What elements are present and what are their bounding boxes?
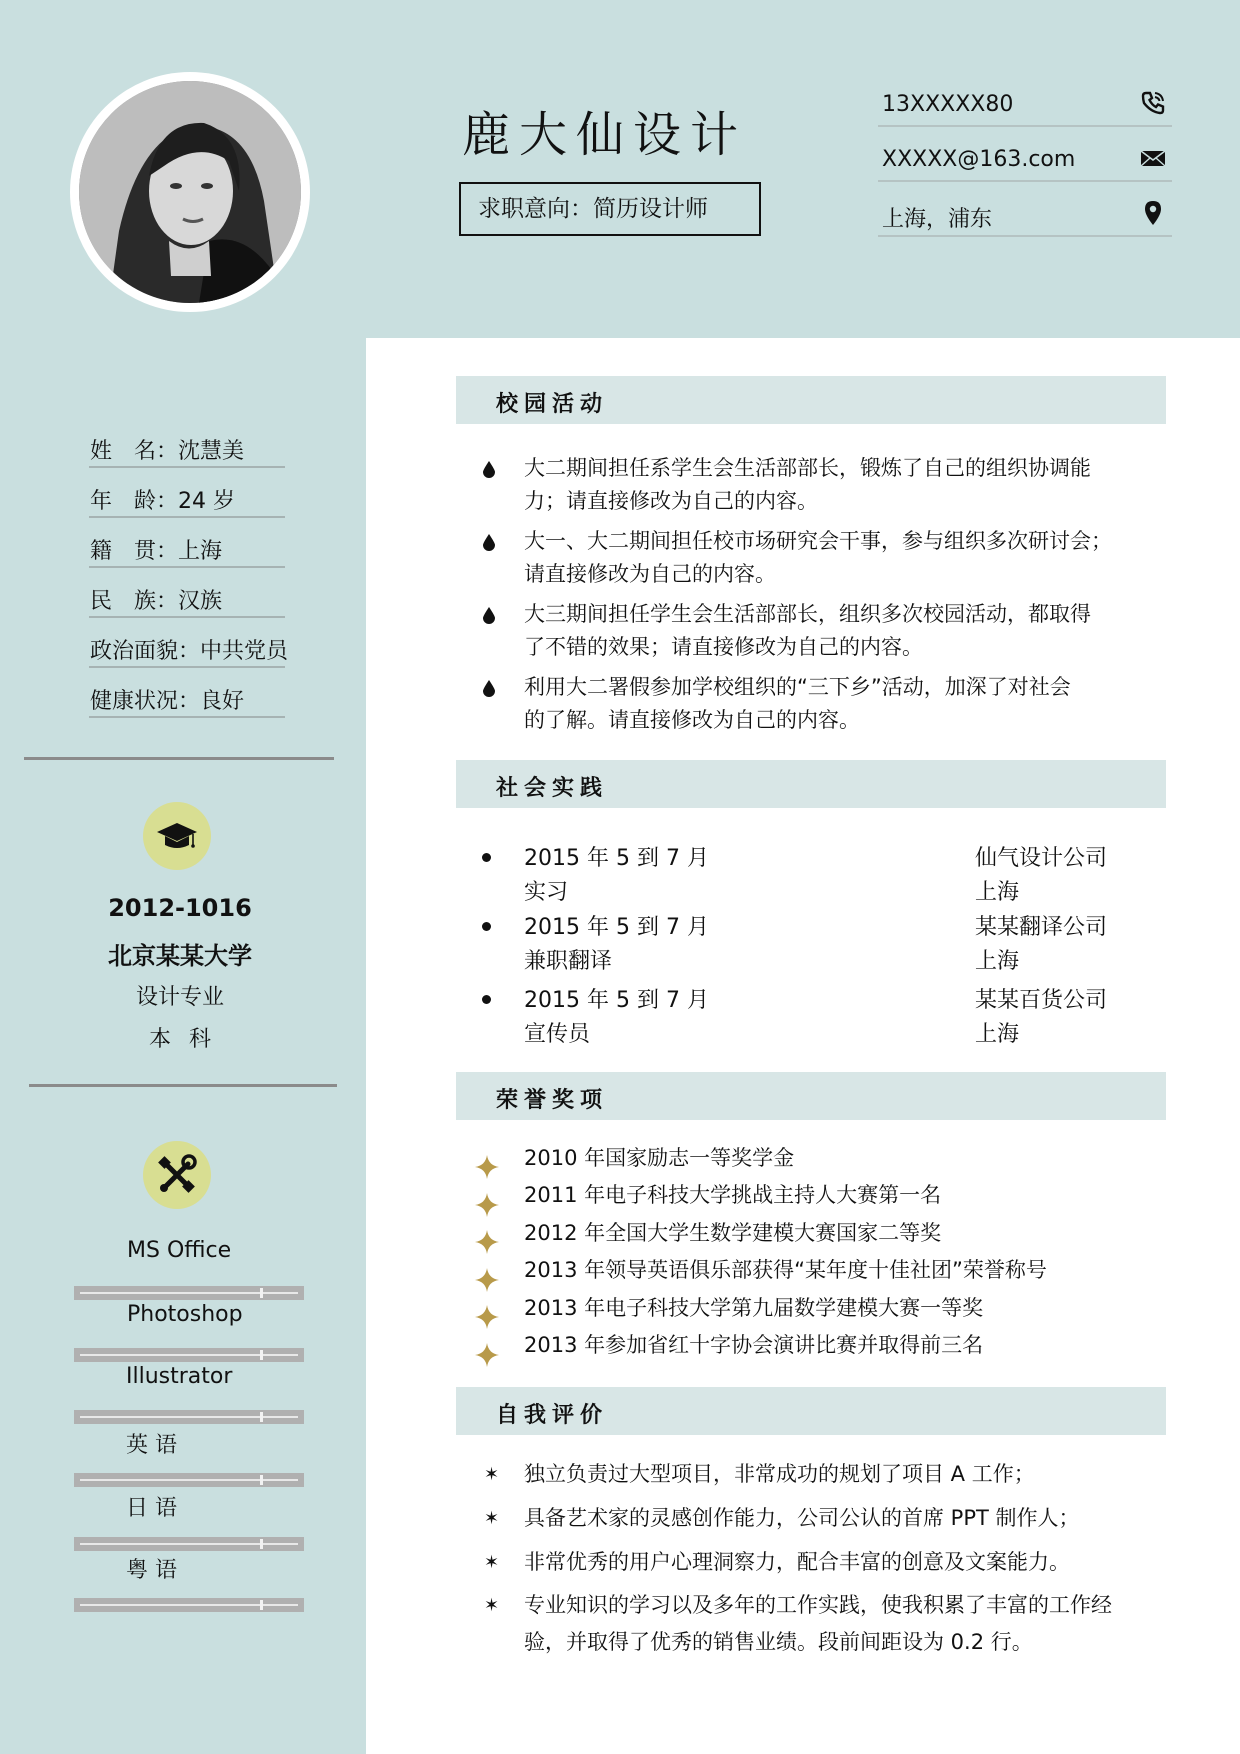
star-bullet-icon: [474, 1154, 500, 1180]
skill-bar: [74, 1598, 304, 1612]
education-school: 北京某某大学: [108, 942, 252, 970]
drop-bullet-icon: [482, 460, 496, 478]
sidebar-divider: [24, 757, 334, 760]
evaluation-star-bullet: ✶: [484, 1464, 500, 1485]
honor-item: 2013 年电子科技大学第九届数学建模大赛一等奖: [524, 1296, 984, 1320]
contact-email: [878, 127, 1172, 182]
practice-company: 某某翻译公司: [975, 915, 1108, 940]
skill-level-knob: [260, 1475, 263, 1485]
profile-age-row: [89, 468, 285, 518]
avatar-frame: [70, 72, 310, 312]
profile-politics-row: [89, 618, 289, 668]
skill-bar: [74, 1537, 304, 1551]
profile-ethnicity: 民 族：汉族: [90, 589, 223, 614]
tools-icon: [155, 1153, 199, 1197]
skill-level-knob: [260, 1288, 263, 1298]
activity-line: 请直接修改为自己的内容。: [524, 562, 776, 586]
section-evaluation-header: [456, 1387, 1166, 1435]
practice-bullet: [482, 853, 491, 862]
section-title: 校园活动: [496, 392, 609, 417]
profile-name: 姓 名：沈慧美: [90, 439, 245, 464]
section-practice-header: [456, 760, 1166, 808]
star-bullet-icon: [474, 1192, 500, 1218]
practice-city: 上海: [975, 880, 1020, 905]
sidebar-divider: [29, 1084, 337, 1087]
activity-line: 大三期间担任学生会生活部部长，组织多次校园活动，都取得: [524, 602, 1091, 626]
skill-bar: [74, 1286, 304, 1300]
evaluation-line: 具备艺术家的灵感创作能力，公司公认的首席 PPT 制作人；: [524, 1506, 1080, 1530]
profile-age: 年 龄：24 岁: [90, 489, 235, 514]
graduation-cap-icon: [155, 814, 199, 858]
education-years: 2012-1016: [108, 894, 252, 922]
practice-role: 兼职翻译: [524, 949, 613, 974]
header-band: [0, 0, 1240, 338]
skill-label: 英 语: [126, 1433, 177, 1458]
portrait-image: [79, 81, 301, 303]
evaluation-line: 非常优秀的用户心理洞察力，配合丰富的创意及文案能力。: [524, 1550, 1070, 1574]
profile-health: 健康状况：良好: [90, 689, 245, 714]
education-badge: [143, 802, 211, 870]
drop-bullet-icon: [482, 533, 496, 551]
activity-line: 的了解。请直接修改为自己的内容。: [524, 708, 860, 732]
evaluation-star-bullet: ✶: [484, 1595, 500, 1616]
skill-level-knob: [260, 1412, 263, 1422]
skill-label: Illustrator: [126, 1364, 233, 1389]
education-degree: 本科: [148, 1027, 229, 1052]
candidate-name: 鹿大仙设计: [462, 107, 748, 163]
section-title: 荣誉奖项: [496, 1088, 609, 1113]
skill-label: 粤 语: [126, 1558, 177, 1583]
practice-company: 某某百货公司: [975, 988, 1108, 1013]
honor-item: 2012 年全国大学生数学建模大赛国家二等奖: [524, 1221, 942, 1245]
skill-level-knob: [260, 1600, 263, 1610]
job-intent-box: 求职意向：简历设计师: [459, 182, 761, 236]
evaluation-item: [524, 1544, 1164, 1581]
section-activities-header: [456, 376, 1166, 424]
activity-line: 大二期间担任系学生会生活部部长，锻炼了自己的组织协调能: [524, 456, 1091, 480]
contact-location: [878, 182, 1172, 237]
skill-bar: [74, 1348, 304, 1362]
practice-role: 实习: [524, 880, 569, 905]
activity-line: 力；请直接修改为自己的内容。: [524, 489, 818, 513]
practice-company: 仙气设计公司: [975, 846, 1108, 871]
honor-item: 2010 年国家励志一等奖学金: [524, 1146, 795, 1170]
skills-badge: [143, 1141, 211, 1209]
evaluation-item: [524, 1500, 1164, 1537]
skill-label: MS Office: [127, 1238, 232, 1263]
location-pin-icon: [1140, 200, 1166, 226]
phone-number: 13XXXXX80: [882, 92, 1014, 117]
evaluation-item: [524, 1456, 1164, 1493]
skill-bar: [74, 1473, 304, 1487]
skill-level-knob: [260, 1539, 263, 1549]
profile-name-row: [89, 418, 285, 468]
practice-date: 2015 年 5 到 7 月: [524, 988, 709, 1013]
profile-hometown-row: [89, 518, 285, 568]
activity-line: 了不错的效果；请直接修改为自己的内容。: [524, 635, 923, 659]
drop-bullet-icon: [482, 679, 496, 697]
envelope-icon: [1140, 145, 1166, 171]
star-bullet-icon: [474, 1229, 500, 1255]
activity-line: 大一、大二期间担任校市场研究会干事，参与组织多次研讨会；: [524, 529, 1112, 553]
evaluation-line: 专业知识的学习以及多年的工作实践，使我积累了丰富的工作经: [524, 1593, 1112, 1617]
star-bullet-icon: [474, 1304, 500, 1330]
evaluation-line: 验，并取得了优秀的销售业绩。段前间距设为 0.2 行。: [524, 1630, 1033, 1654]
practice-date: 2015 年 5 到 7 月: [524, 915, 709, 940]
education-major: 设计专业: [135, 985, 224, 1010]
profile-politics: 政治面貌：中共党员: [90, 639, 289, 664]
star-bullet-icon: [474, 1342, 500, 1368]
practice-city: 上海: [975, 949, 1020, 974]
location-text: 上海，浦东: [882, 207, 993, 232]
star-bullet-icon: [474, 1267, 500, 1293]
practice-city: 上海: [975, 1022, 1020, 1047]
evaluation-star-bullet: ✶: [484, 1552, 500, 1573]
avatar: [79, 81, 301, 303]
evaluation-item: [524, 1587, 1164, 1661]
skill-bar: [74, 1410, 304, 1424]
skill-label: Photoshop: [127, 1302, 243, 1327]
section-title: 自我评价: [496, 1403, 609, 1428]
practice-role: 宣传员: [524, 1022, 591, 1047]
profile-hometown: 籍 贯：上海: [90, 539, 223, 564]
evaluation-line: 独立负责过大型项目，非常成功的规划了项目 A 工作；: [524, 1462, 1035, 1486]
skill-level-knob: [260, 1350, 263, 1360]
section-honors-header: [456, 1072, 1166, 1120]
practice-bullet: [482, 922, 491, 931]
practice-bullet: [482, 995, 491, 1004]
evaluation-star-bullet: ✶: [484, 1508, 500, 1529]
drop-bullet-icon: [482, 606, 496, 624]
honor-item: 2013 年参加省红十字协会演讲比赛并取得前三名: [524, 1333, 984, 1357]
honor-item: 2013 年领导英语俱乐部获得“某年度十佳社团”荣誉称号: [524, 1258, 1047, 1282]
skill-label: 日 语: [126, 1496, 177, 1521]
contact-list: [878, 72, 1172, 237]
practice-date: 2015 年 5 到 7 月: [524, 846, 709, 871]
email-address: XXXXX@163.com: [882, 147, 1076, 172]
profile-ethnicity-row: [89, 568, 285, 618]
section-title: 社会实践: [496, 776, 609, 801]
phone-icon: [1140, 90, 1166, 116]
activity-line: 利用大二署假参加学校组织的“三下乡”活动，加深了对社会: [524, 675, 1071, 699]
profile-health-row: [89, 668, 285, 718]
contact-phone: [878, 72, 1172, 127]
honor-item: 2011 年电子科技大学挑战主持人大赛第一名: [524, 1183, 942, 1207]
